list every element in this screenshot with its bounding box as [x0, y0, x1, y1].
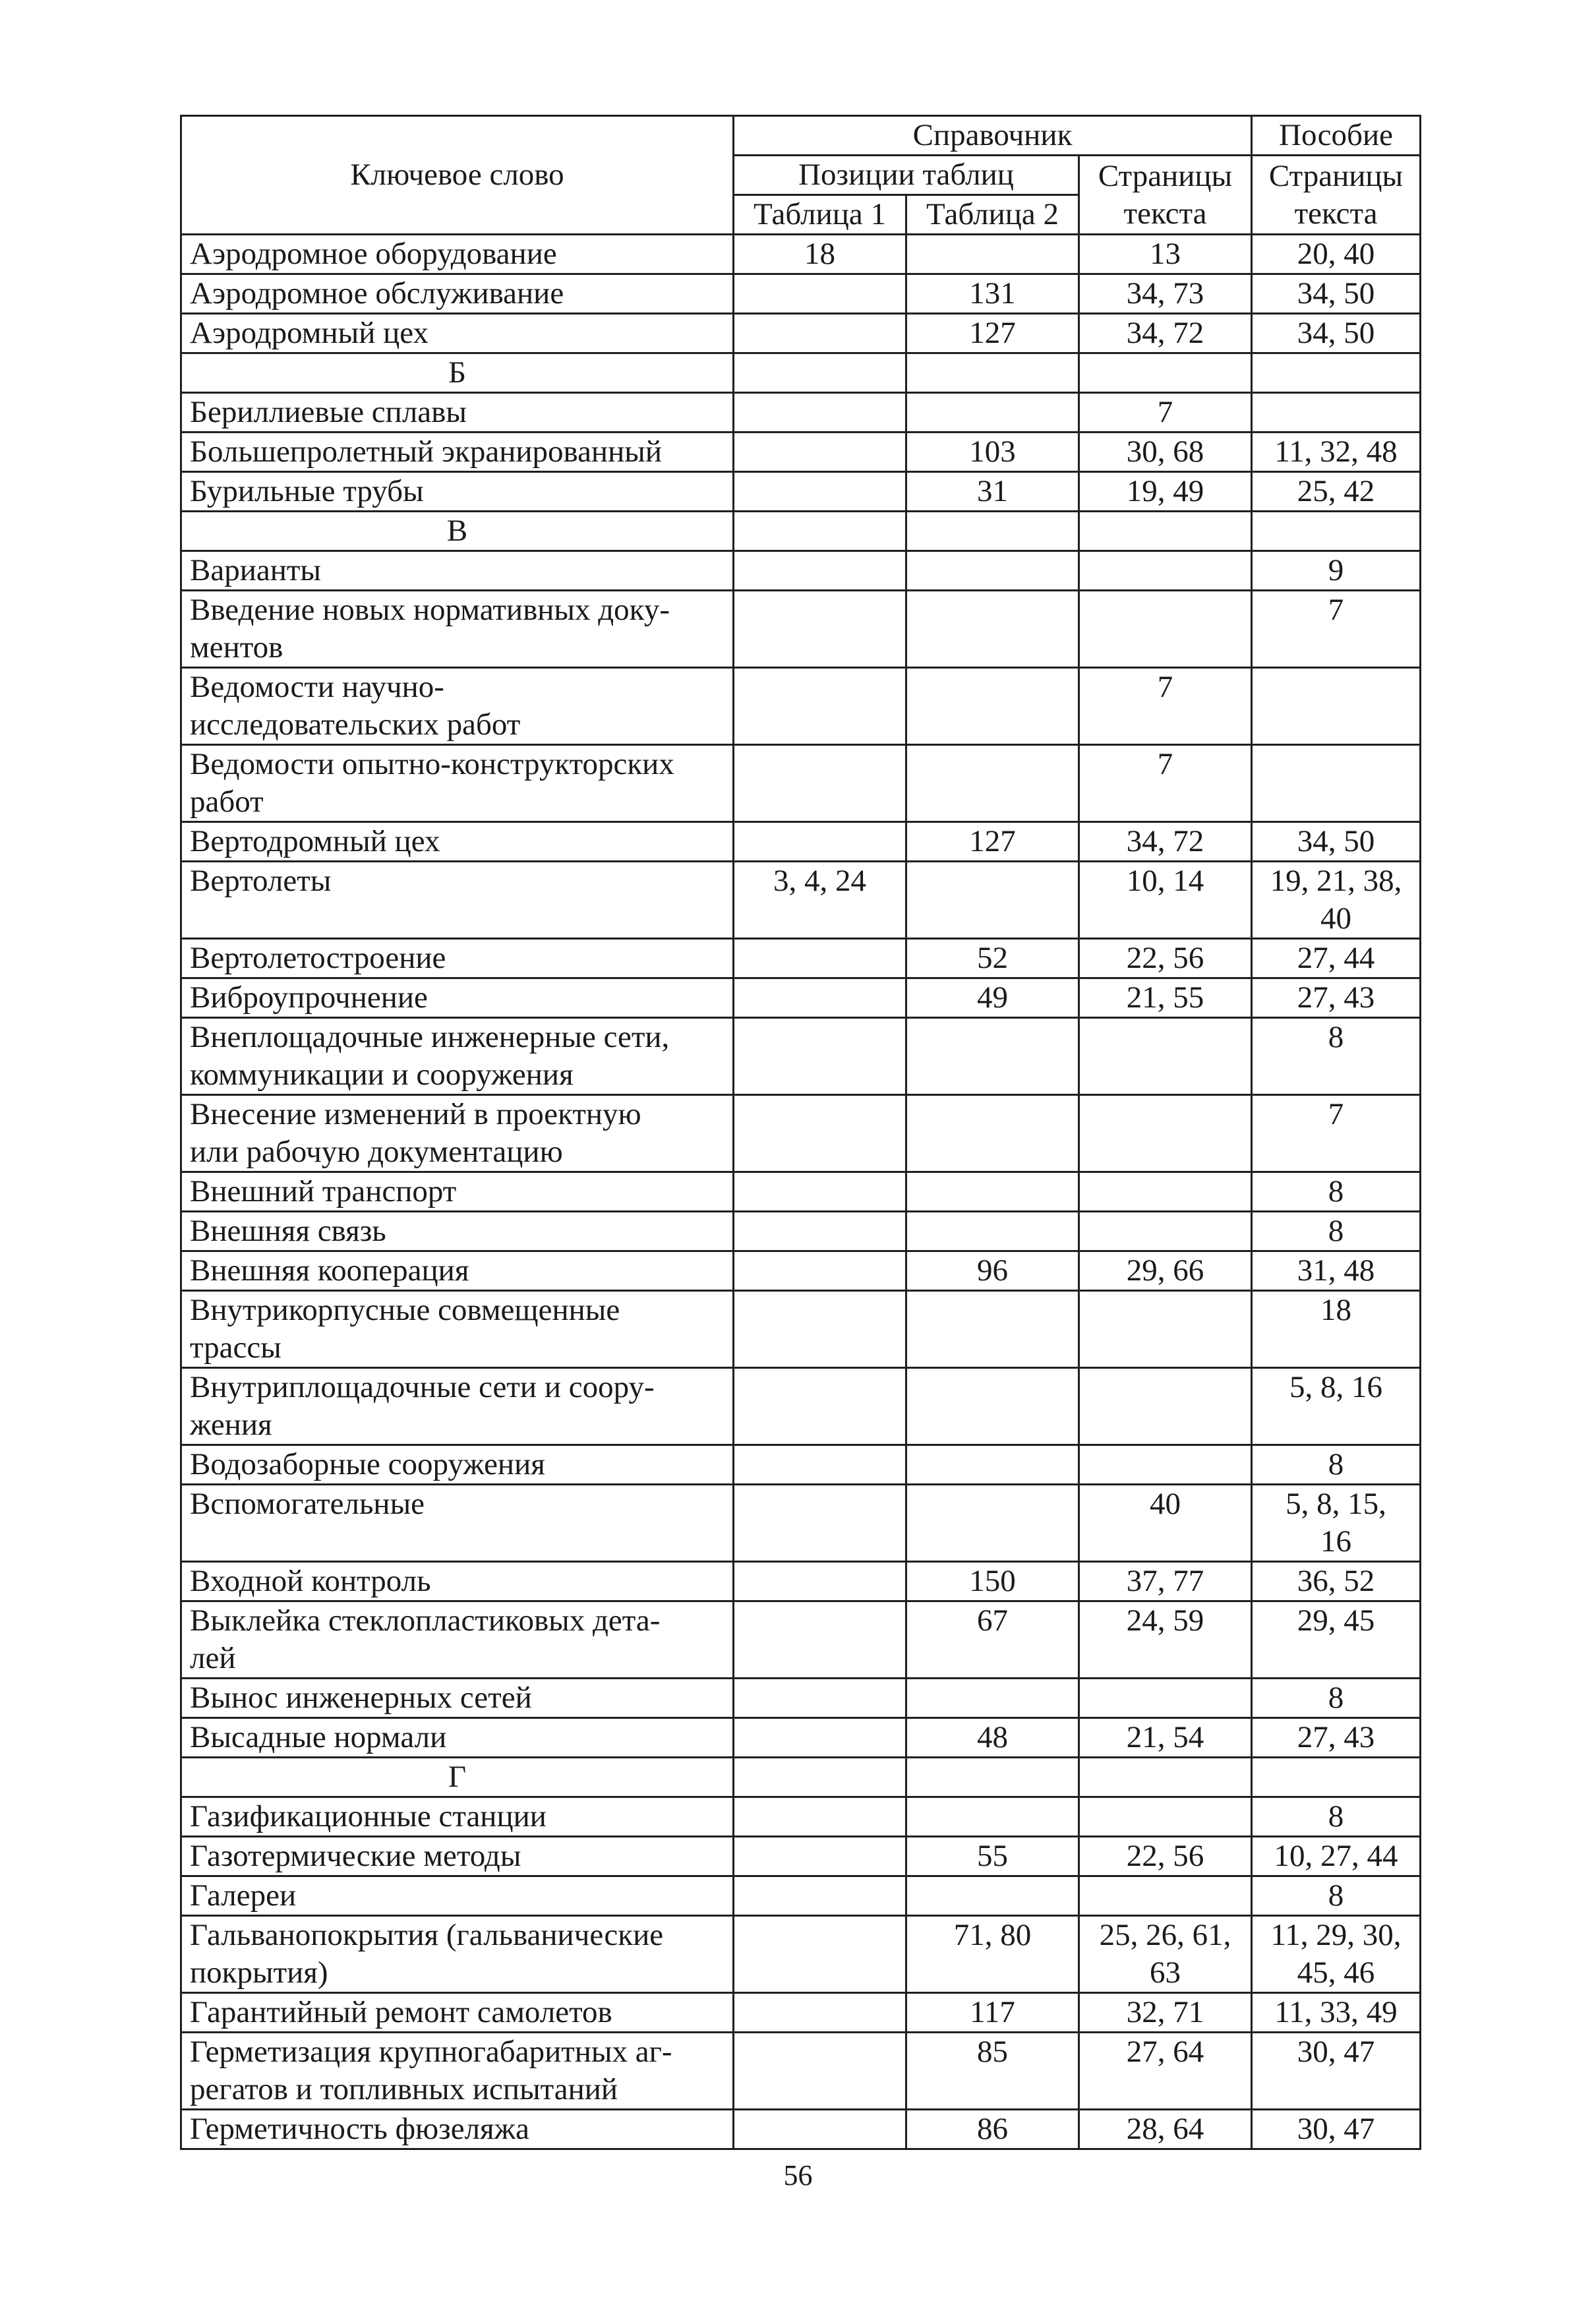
- table2-position-cell: [906, 1095, 1079, 1172]
- manual-pages-cell: 8: [1252, 1018, 1421, 1095]
- table-row: [181, 1601, 1421, 1679]
- table1-position-cell: [734, 1837, 906, 1876]
- reference-pages-cell: 10, 14: [1079, 862, 1252, 939]
- reference-pages-cell: 13: [1079, 235, 1252, 274]
- keyword-cell: Внешний транспорт: [181, 1172, 734, 1212]
- table-row: [181, 1679, 1421, 1718]
- reference-pages-cell: 28, 64: [1079, 2110, 1252, 2149]
- table2-position-cell: [906, 1172, 1079, 1212]
- keyword-cell: Аэродромное оборудование: [181, 235, 734, 274]
- table2-position-cell: 48: [906, 1718, 1079, 1758]
- table-row: [181, 668, 1421, 745]
- table-row: [181, 978, 1421, 1018]
- table2-position-cell: [906, 668, 1079, 745]
- table1-position-cell: [734, 1368, 906, 1445]
- table-row: [181, 822, 1421, 862]
- manual-pages-cell: 34, 50: [1252, 314, 1421, 353]
- table1-position-cell: [734, 433, 906, 472]
- reference-pages-cell: 40: [1079, 1485, 1252, 1562]
- manual-pages-cell: [1252, 745, 1421, 822]
- table1-position-cell: [734, 1172, 906, 1212]
- manual-pages-cell: 34, 50: [1252, 274, 1421, 314]
- manual-pages-cell: 8: [1252, 1797, 1421, 1837]
- table1-position-cell: 3, 4, 24: [734, 862, 906, 939]
- table2-position-cell: [906, 1445, 1079, 1485]
- table-row: [181, 2110, 1421, 2149]
- manual-pages-cell: 29, 45: [1252, 1601, 1421, 1679]
- keyword-index-table: [180, 115, 1421, 2150]
- table2-position-cell: 55: [906, 1837, 1079, 1876]
- table2-position-cell: [906, 1018, 1079, 1095]
- letter-section-row: [181, 353, 1421, 393]
- table-row: [181, 274, 1421, 314]
- table1-position-cell: [734, 1718, 906, 1758]
- header-table-2: Таблица 2: [906, 195, 1079, 235]
- manual-pages-cell: 11, 33, 49: [1252, 1993, 1421, 2033]
- table1-position-cell: [734, 939, 906, 978]
- table1-position-cell: [734, 1601, 906, 1679]
- table2-position-cell: [906, 551, 1079, 591]
- empty-cell: [734, 353, 906, 393]
- keyword-cell: Гальванопокрытия (гальванические покрытия): [181, 1916, 734, 1993]
- table1-position-cell: [734, 1018, 906, 1095]
- table2-position-cell: 103: [906, 433, 1079, 472]
- reference-pages-cell: [1079, 1876, 1252, 1916]
- manual-pages-cell: 7: [1252, 591, 1421, 668]
- table-row: [181, 1212, 1421, 1251]
- table2-position-cell: 52: [906, 939, 1079, 978]
- table2-position-cell: [906, 1797, 1079, 1837]
- manual-pages-cell: 8: [1252, 1679, 1421, 1718]
- keyword-cell: Бериллиевые сплавы: [181, 393, 734, 433]
- empty-cell: [1079, 512, 1252, 551]
- manual-pages-cell: 9: [1252, 551, 1421, 591]
- table2-position-cell: 127: [906, 314, 1079, 353]
- table-row: [181, 393, 1421, 433]
- table1-position-cell: [734, 1679, 906, 1718]
- table-row: [181, 1291, 1421, 1368]
- reference-pages-cell: 32, 71: [1079, 1993, 1252, 2033]
- table1-position-cell: [734, 1212, 906, 1251]
- table2-position-cell: [906, 1679, 1079, 1718]
- letter-section-row: [181, 1758, 1421, 1797]
- table1-position-cell: [734, 1916, 906, 1993]
- keyword-cell: Аэродромный цех: [181, 314, 734, 353]
- reference-pages-cell: 22, 56: [1079, 1837, 1252, 1876]
- manual-pages-cell: 8: [1252, 1172, 1421, 1212]
- keyword-cell: Выклейка стеклопластиковых дета- лей: [181, 1601, 734, 1679]
- manual-pages-cell: 11, 29, 30, 45, 46: [1252, 1916, 1421, 1993]
- table-row: [181, 1916, 1421, 1993]
- manual-pages-cell: 8: [1252, 1212, 1421, 1251]
- table2-position-cell: 117: [906, 1993, 1079, 2033]
- keyword-cell: Вынос инженерных сетей: [181, 1679, 734, 1718]
- reference-pages-cell: 29, 66: [1079, 1251, 1252, 1291]
- manual-pages-cell: 27, 43: [1252, 1718, 1421, 1758]
- header-manual-pages: Страницы текста: [1252, 156, 1421, 235]
- table1-position-cell: [734, 1485, 906, 1562]
- table1-position-cell: [734, 822, 906, 862]
- table-row: [181, 1095, 1421, 1172]
- table2-position-cell: [906, 1291, 1079, 1368]
- header-table-1: Таблица 1: [734, 195, 906, 235]
- reference-pages-cell: 7: [1079, 668, 1252, 745]
- empty-cell: [734, 512, 906, 551]
- keyword-cell: Варианты: [181, 551, 734, 591]
- keyword-cell: Гарантийный ремонт самолетов: [181, 1993, 734, 2033]
- reference-pages-cell: 22, 56: [1079, 939, 1252, 978]
- manual-pages-cell: 8: [1252, 1445, 1421, 1485]
- table-row: [181, 1993, 1421, 2033]
- table-row: [181, 235, 1421, 274]
- table1-position-cell: [734, 668, 906, 745]
- header-keyword: Ключевое слово: [181, 116, 734, 235]
- reference-pages-cell: 34, 72: [1079, 822, 1252, 862]
- keyword-cell: Герметичность фюзеляжа: [181, 2110, 734, 2149]
- reference-pages-cell: [1079, 1368, 1252, 1445]
- table1-position-cell: [734, 1095, 906, 1172]
- table2-position-cell: [906, 862, 1079, 939]
- manual-pages-cell: 5, 8, 15, 16: [1252, 1485, 1421, 1562]
- keyword-cell: Внешняя связь: [181, 1212, 734, 1251]
- empty-cell: [1252, 512, 1421, 551]
- table2-position-cell: [906, 1212, 1079, 1251]
- manual-pages-cell: 34, 50: [1252, 822, 1421, 862]
- reference-pages-cell: [1079, 1445, 1252, 1485]
- manual-pages-cell: 20, 40: [1252, 235, 1421, 274]
- table1-position-cell: [734, 1993, 906, 2033]
- table1-position-cell: [734, 314, 906, 353]
- table-row: [181, 1445, 1421, 1485]
- table1-position-cell: [734, 2110, 906, 2149]
- reference-pages-cell: [1079, 551, 1252, 591]
- reference-pages-cell: [1079, 1018, 1252, 1095]
- table-row: [181, 1368, 1421, 1445]
- table1-position-cell: [734, 978, 906, 1018]
- table-row: [181, 1837, 1421, 1876]
- header-manual: Пособие: [1252, 116, 1421, 156]
- table1-position-cell: [734, 1251, 906, 1291]
- table2-position-cell: 71, 80: [906, 1916, 1079, 1993]
- header-reference: Справочник: [734, 116, 1252, 156]
- manual-pages-cell: 27, 44: [1252, 939, 1421, 978]
- table-row: [181, 1562, 1421, 1601]
- empty-cell: [734, 1758, 906, 1797]
- empty-cell: [1079, 353, 1252, 393]
- reference-pages-cell: 21, 55: [1079, 978, 1252, 1018]
- table2-position-cell: [906, 393, 1079, 433]
- table-row: [181, 591, 1421, 668]
- reference-pages-cell: 27, 64: [1079, 2033, 1252, 2110]
- table1-position-cell: [734, 1291, 906, 1368]
- table-row: [181, 1251, 1421, 1291]
- table2-position-cell: 67: [906, 1601, 1079, 1679]
- reference-pages-cell: 34, 72: [1079, 314, 1252, 353]
- reference-pages-cell: [1079, 1797, 1252, 1837]
- table2-position-cell: 127: [906, 822, 1079, 862]
- table2-position-cell: [906, 1368, 1079, 1445]
- reference-pages-cell: [1079, 591, 1252, 668]
- reference-pages-cell: 30, 68: [1079, 433, 1252, 472]
- reference-pages-cell: 7: [1079, 745, 1252, 822]
- table1-position-cell: [734, 1797, 906, 1837]
- keyword-cell: Галереи: [181, 1876, 734, 1916]
- reference-pages-cell: 24, 59: [1079, 1601, 1252, 1679]
- keyword-cell: Газотермические методы: [181, 1837, 734, 1876]
- table-body: [181, 235, 1421, 2149]
- section-letter: Г: [181, 1758, 734, 1797]
- keyword-cell: Высадные нормали: [181, 1718, 734, 1758]
- table2-position-cell: [906, 745, 1079, 822]
- keyword-cell: Герметизация крупногабаритных аг- регатов и топливных испытаний: [181, 2033, 734, 2110]
- table2-position-cell: [906, 1485, 1079, 1562]
- reference-pages-cell: [1079, 1679, 1252, 1718]
- table-row: [181, 314, 1421, 353]
- table2-position-cell: 31: [906, 472, 1079, 512]
- manual-pages-cell: 30, 47: [1252, 2033, 1421, 2110]
- keyword-cell: Большепролетный экранированный: [181, 433, 734, 472]
- table1-position-cell: [734, 551, 906, 591]
- keyword-cell: Виброупрочнение: [181, 978, 734, 1018]
- keyword-cell: Вертолеты: [181, 862, 734, 939]
- manual-pages-cell: 5, 8, 16: [1252, 1368, 1421, 1445]
- table-row: [181, 1172, 1421, 1212]
- section-letter: Б: [181, 353, 734, 393]
- table-row: [181, 862, 1421, 939]
- table1-position-cell: [734, 1876, 906, 1916]
- manual-pages-cell: 30, 47: [1252, 2110, 1421, 2149]
- reference-pages-cell: 37, 77: [1079, 1562, 1252, 1601]
- table2-position-cell: 96: [906, 1251, 1079, 1291]
- reference-pages-cell: 34, 73: [1079, 274, 1252, 314]
- manual-pages-cell: 36, 52: [1252, 1562, 1421, 1601]
- keyword-cell: Вертодромный цех: [181, 822, 734, 862]
- keyword-cell: Ведомости научно- исследовательских работ: [181, 668, 734, 745]
- page-number: 56: [783, 2159, 813, 2192]
- keyword-cell: Внутриплощадочные сети и соору- жения: [181, 1368, 734, 1445]
- table2-position-cell: [906, 591, 1079, 668]
- manual-pages-cell: 8: [1252, 1876, 1421, 1916]
- table-row: [181, 1018, 1421, 1095]
- reference-pages-cell: 19, 49: [1079, 472, 1252, 512]
- table-row: [181, 1718, 1421, 1758]
- table2-position-cell: 85: [906, 2033, 1079, 2110]
- keyword-cell: Водозаборные сооружения: [181, 1445, 734, 1485]
- letter-section-row: [181, 512, 1421, 551]
- manual-pages-cell: 7: [1252, 1095, 1421, 1172]
- section-letter: В: [181, 512, 734, 551]
- keyword-cell: Внесение изменений в проектную или рабочую документацию: [181, 1095, 734, 1172]
- table-row: [181, 433, 1421, 472]
- keyword-cell: Ведомости опытно-конструкторских работ: [181, 745, 734, 822]
- reference-pages-cell: [1079, 1291, 1252, 1368]
- table1-position-cell: [734, 472, 906, 512]
- keyword-cell: Внешняя кооперация: [181, 1251, 734, 1291]
- table-row: [181, 939, 1421, 978]
- table-row: [181, 1485, 1421, 1562]
- header-reference-pages: Страницы текста: [1079, 156, 1252, 235]
- reference-pages-cell: [1079, 1172, 1252, 1212]
- reference-pages-cell: 7: [1079, 393, 1252, 433]
- keyword-cell: Вертолетостроение: [181, 939, 734, 978]
- table1-position-cell: [734, 1562, 906, 1601]
- keyword-cell: Внеплощадочные инженерные сети, коммуникации и сооружения: [181, 1018, 734, 1095]
- manual-pages-cell: 19, 21, 38, 40: [1252, 862, 1421, 939]
- manual-pages-cell: [1252, 668, 1421, 745]
- manual-pages-cell: 11, 32, 48: [1252, 433, 1421, 472]
- table2-position-cell: 131: [906, 274, 1079, 314]
- manual-pages-cell: 10, 27, 44: [1252, 1837, 1421, 1876]
- keyword-cell: Газификационные станции: [181, 1797, 734, 1837]
- reference-pages-cell: [1079, 1212, 1252, 1251]
- table2-position-cell: 49: [906, 978, 1079, 1018]
- empty-cell: [906, 512, 1079, 551]
- table-row: [181, 745, 1421, 822]
- empty-cell: [1252, 1758, 1421, 1797]
- keyword-cell: Вспомогательные: [181, 1485, 734, 1562]
- table-row: [181, 1797, 1421, 1837]
- table-row: [181, 551, 1421, 591]
- table-row: [181, 2033, 1421, 2110]
- keyword-cell: Входной контроль: [181, 1562, 734, 1601]
- table-row: [181, 472, 1421, 512]
- table1-position-cell: [734, 393, 906, 433]
- empty-cell: [1079, 1758, 1252, 1797]
- empty-cell: [906, 1758, 1079, 1797]
- keyword-cell: Введение новых нормативных доку- ментов: [181, 591, 734, 668]
- table-row: [181, 1876, 1421, 1916]
- table1-position-cell: [734, 591, 906, 668]
- keyword-cell: Аэродромное обслуживание: [181, 274, 734, 314]
- reference-pages-cell: [1079, 1095, 1252, 1172]
- header-table-positions: Позиции таблиц: [734, 156, 1079, 195]
- table1-position-cell: [734, 745, 906, 822]
- manual-pages-cell: 25, 42: [1252, 472, 1421, 512]
- table2-position-cell: 86: [906, 2110, 1079, 2149]
- table1-position-cell: [734, 274, 906, 314]
- manual-pages-cell: 27, 43: [1252, 978, 1421, 1018]
- manual-pages-cell: 31, 48: [1252, 1251, 1421, 1291]
- keyword-cell: Бурильные трубы: [181, 472, 734, 512]
- table2-position-cell: [906, 1876, 1079, 1916]
- reference-pages-cell: 25, 26, 61, 63: [1079, 1916, 1252, 1993]
- keyword-cell: Внутрикорпусные совмещенные трассы: [181, 1291, 734, 1368]
- table1-position-cell: [734, 1445, 906, 1485]
- manual-pages-cell: [1252, 393, 1421, 433]
- table-header: [181, 116, 1421, 235]
- table1-position-cell: 18: [734, 235, 906, 274]
- table2-position-cell: 150: [906, 1562, 1079, 1601]
- empty-cell: [1252, 353, 1421, 393]
- table1-position-cell: [734, 2033, 906, 2110]
- reference-pages-cell: 21, 54: [1079, 1718, 1252, 1758]
- empty-cell: [906, 353, 1079, 393]
- manual-pages-cell: 18: [1252, 1291, 1421, 1368]
- table2-position-cell: [906, 235, 1079, 274]
